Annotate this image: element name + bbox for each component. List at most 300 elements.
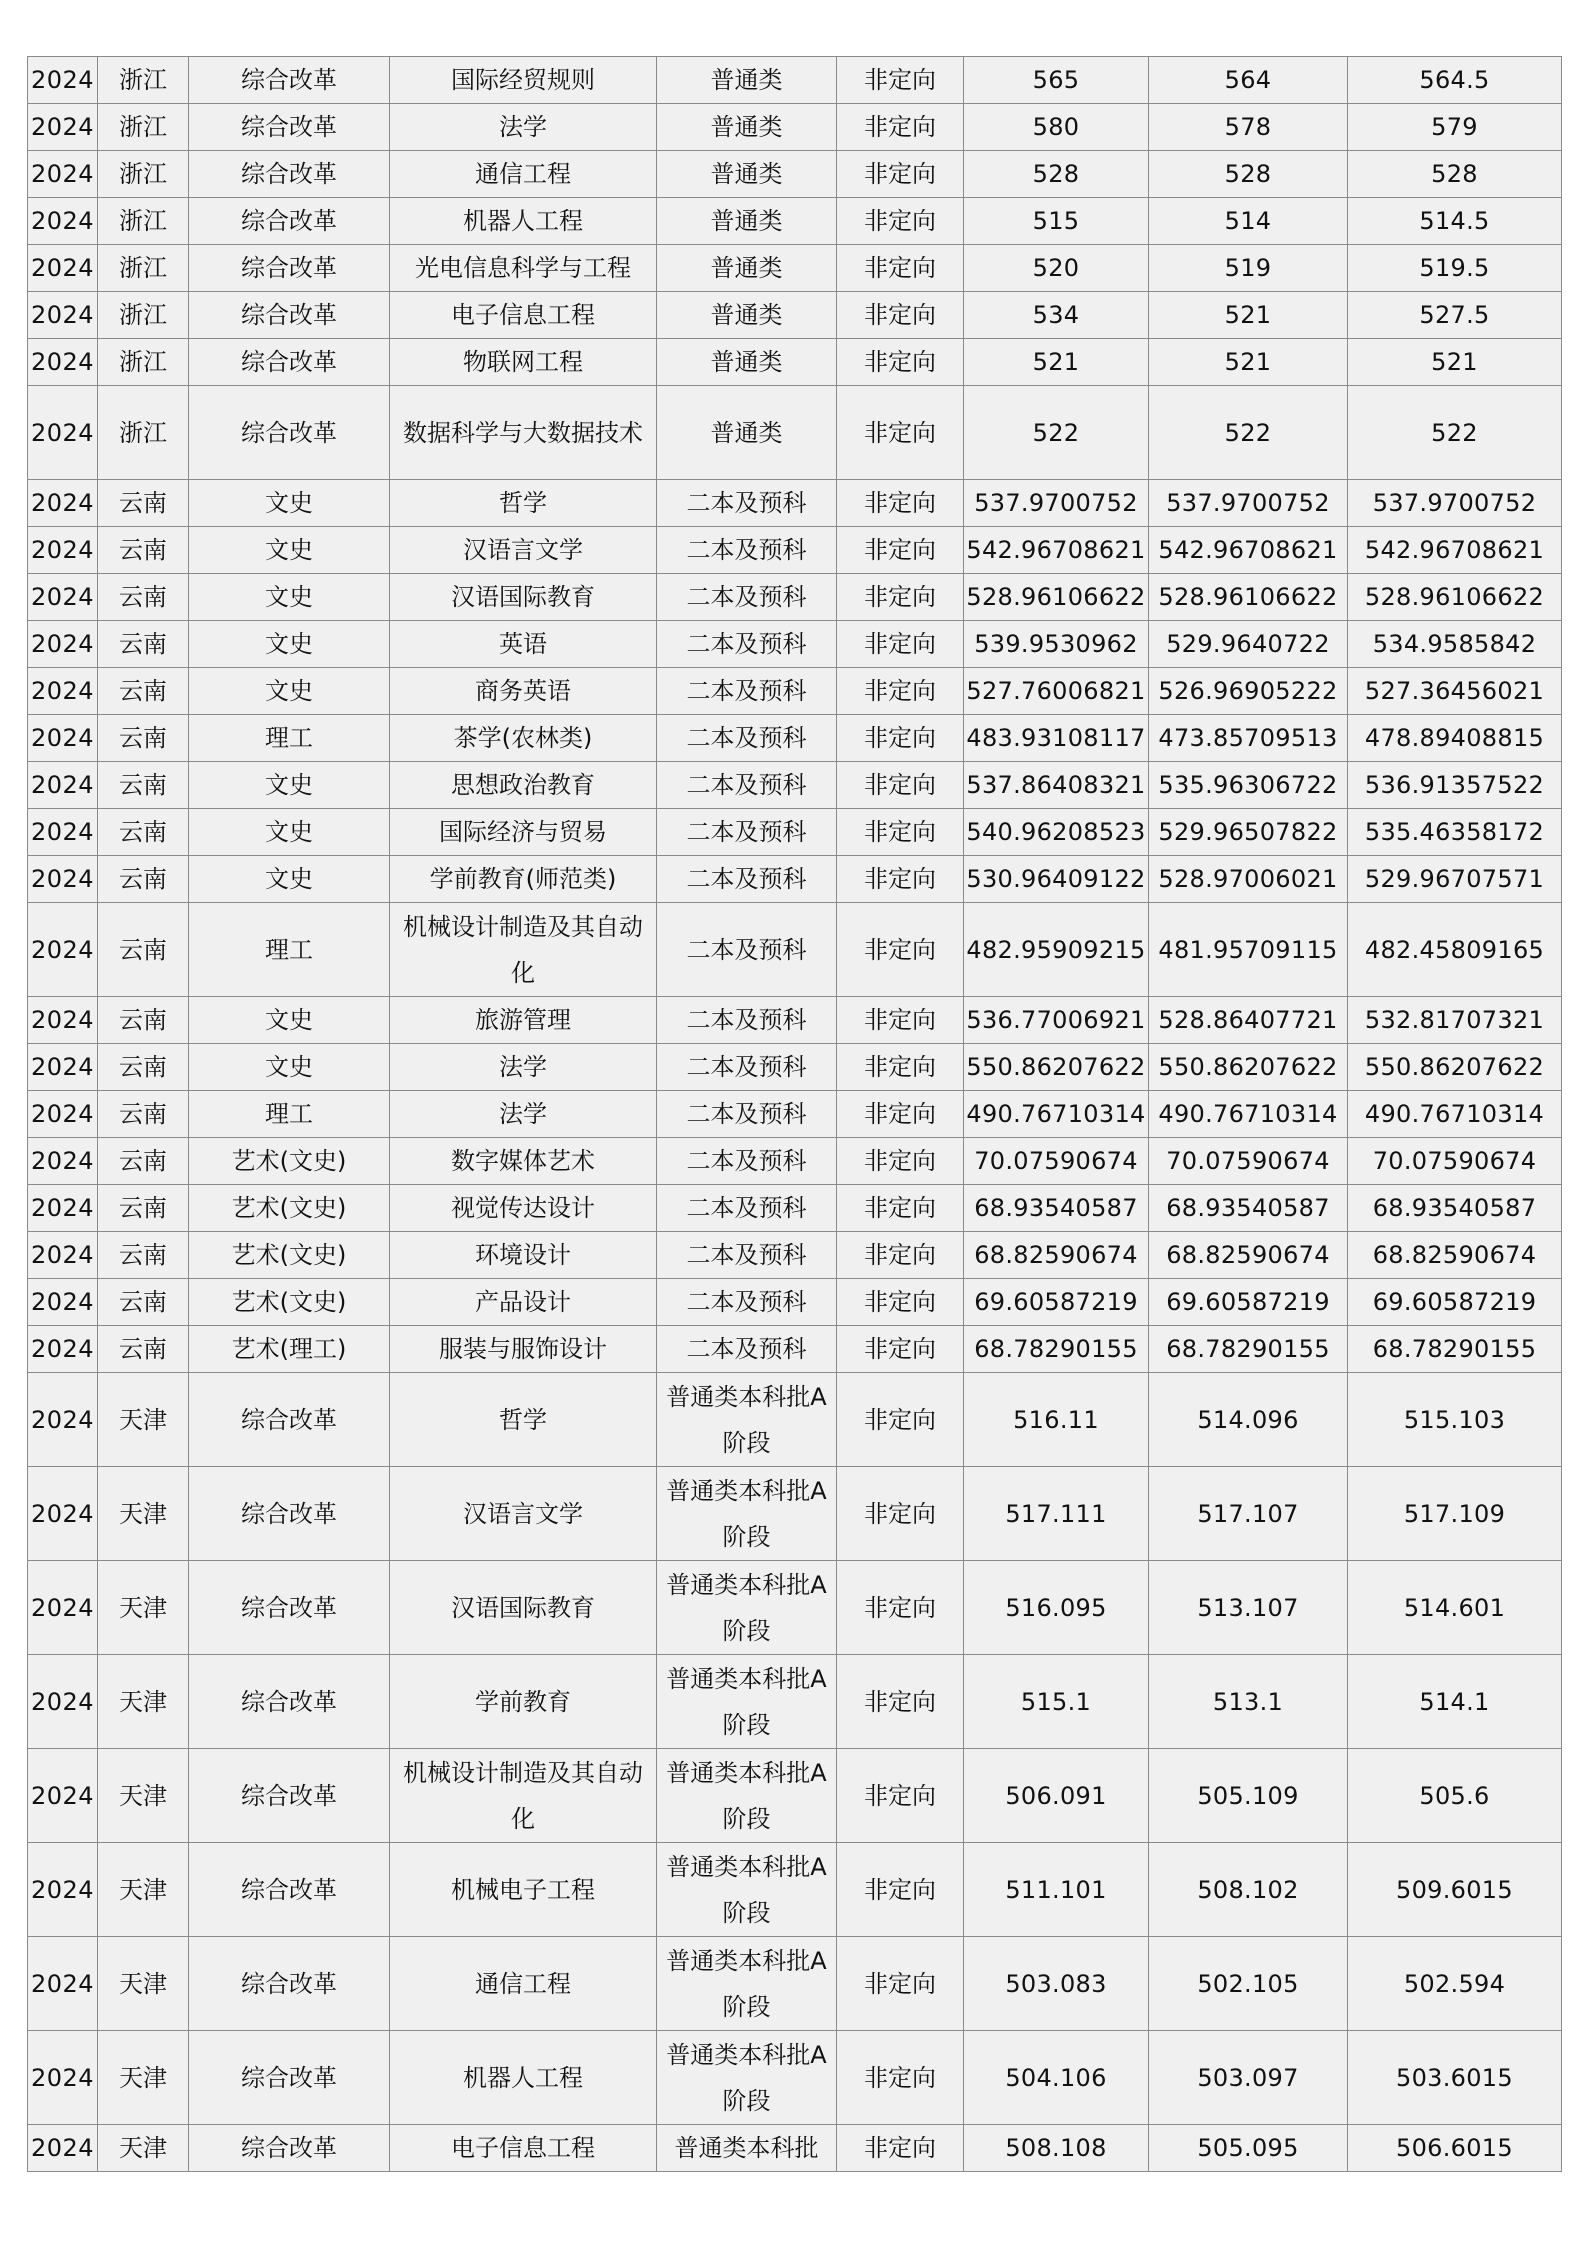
cell-type: 非定向 xyxy=(837,386,964,480)
cell-province: 天津 xyxy=(98,1373,189,1467)
cell-year: 2024 xyxy=(28,2031,98,2125)
cell-avg-score: 527.36456021 xyxy=(1348,668,1562,715)
table-row xyxy=(28,57,1562,104)
cell-min-score: 542.96708621 xyxy=(1149,527,1348,574)
cell-max-score: 516.11 xyxy=(964,1373,1149,1467)
table-row xyxy=(28,527,1562,574)
table-row xyxy=(28,151,1562,198)
cell-major: 光电信息科学与工程 xyxy=(390,245,657,292)
cell-avg-score: 502.594 xyxy=(1348,1937,1562,2031)
cell-avg-score: 478.89408815 xyxy=(1348,715,1562,762)
cell-category: 综合改革 xyxy=(189,1749,390,1843)
cell-batch: 普通类 xyxy=(657,198,837,245)
cell-category: 综合改革 xyxy=(189,386,390,480)
cell-category: 文史 xyxy=(189,480,390,527)
cell-min-score: 505.109 xyxy=(1149,1749,1348,1843)
cell-type: 非定向 xyxy=(837,1467,964,1561)
cell-avg-score: 532.81707321 xyxy=(1348,997,1562,1044)
cell-province: 浙江 xyxy=(98,104,189,151)
table-body xyxy=(28,57,1562,2172)
cell-major: 视觉传达设计 xyxy=(390,1185,657,1232)
cell-type: 非定向 xyxy=(837,1843,964,1937)
cell-year: 2024 xyxy=(28,1138,98,1185)
cell-max-score: 540.96208523 xyxy=(964,809,1149,856)
cell-category: 艺术(文史) xyxy=(189,1138,390,1185)
cell-min-score: 535.96306722 xyxy=(1149,762,1348,809)
cell-max-score: 537.9700752 xyxy=(964,480,1149,527)
cell-major: 国际经贸规则 xyxy=(390,57,657,104)
cell-max-score: 482.95909215 xyxy=(964,903,1149,997)
cell-avg-score: 506.6015 xyxy=(1348,2125,1562,2172)
cell-max-score: 69.60587219 xyxy=(964,1279,1149,1326)
cell-batch: 二本及预科 xyxy=(657,1326,837,1373)
cell-min-score: 473.85709513 xyxy=(1149,715,1348,762)
cell-max-score: 520 xyxy=(964,245,1149,292)
cell-batch: 二本及预科 xyxy=(657,856,837,903)
table-row xyxy=(28,715,1562,762)
cell-max-score: 490.76710314 xyxy=(964,1091,1149,1138)
cell-major: 哲学 xyxy=(390,480,657,527)
cell-major: 法学 xyxy=(390,1091,657,1138)
cell-major: 商务英语 xyxy=(390,668,657,715)
table-row xyxy=(28,574,1562,621)
cell-batch: 二本及预科 xyxy=(657,480,837,527)
cell-avg-score: 514.1 xyxy=(1348,1655,1562,1749)
cell-batch: 二本及预科 xyxy=(657,527,837,574)
cell-avg-score: 503.6015 xyxy=(1348,2031,1562,2125)
cell-avg-score: 528.96106622 xyxy=(1348,574,1562,621)
table-row xyxy=(28,1937,1562,2031)
cell-avg-score: 529.96707571 xyxy=(1348,856,1562,903)
cell-type: 非定向 xyxy=(837,903,964,997)
cell-avg-score: 579 xyxy=(1348,104,1562,151)
cell-major: 学前教育 xyxy=(390,1655,657,1749)
cell-min-score: 521 xyxy=(1149,292,1348,339)
cell-province: 浙江 xyxy=(98,245,189,292)
cell-year: 2024 xyxy=(28,1937,98,2031)
table-row xyxy=(28,668,1562,715)
cell-category: 艺术(理工) xyxy=(189,1326,390,1373)
cell-category: 综合改革 xyxy=(189,2125,390,2172)
cell-type: 非定向 xyxy=(837,997,964,1044)
cell-category: 文史 xyxy=(189,574,390,621)
cell-year: 2024 xyxy=(28,245,98,292)
cell-type: 非定向 xyxy=(837,480,964,527)
cell-avg-score: 509.6015 xyxy=(1348,1843,1562,1937)
cell-major: 服装与服饰设计 xyxy=(390,1326,657,1373)
cell-min-score: 529.96507822 xyxy=(1149,809,1348,856)
cell-min-score: 508.102 xyxy=(1149,1843,1348,1937)
cell-max-score: 530.96409122 xyxy=(964,856,1149,903)
cell-min-score: 68.78290155 xyxy=(1149,1326,1348,1373)
cell-type: 非定向 xyxy=(837,292,964,339)
cell-avg-score: 535.46358172 xyxy=(1348,809,1562,856)
cell-min-score: 502.105 xyxy=(1149,1937,1348,2031)
cell-min-score: 521 xyxy=(1149,339,1348,386)
cell-major: 通信工程 xyxy=(390,1937,657,2031)
cell-province: 云南 xyxy=(98,1232,189,1279)
cell-type: 非定向 xyxy=(837,1232,964,1279)
cell-category: 艺术(文史) xyxy=(189,1279,390,1326)
cell-province: 天津 xyxy=(98,2125,189,2172)
cell-province: 浙江 xyxy=(98,57,189,104)
cell-batch: 二本及预科 xyxy=(657,1044,837,1091)
table-row xyxy=(28,809,1562,856)
document-page xyxy=(27,56,1562,2172)
cell-category: 文史 xyxy=(189,997,390,1044)
cell-major: 物联网工程 xyxy=(390,339,657,386)
cell-max-score: 68.82590674 xyxy=(964,1232,1149,1279)
cell-type: 非定向 xyxy=(837,1091,964,1138)
cell-major: 茶学(农林类) xyxy=(390,715,657,762)
cell-max-score: 565 xyxy=(964,57,1149,104)
cell-major: 哲学 xyxy=(390,1373,657,1467)
cell-category: 综合改革 xyxy=(189,151,390,198)
cell-type: 非定向 xyxy=(837,245,964,292)
cell-batch: 普通类 xyxy=(657,292,837,339)
cell-min-score: 70.07590674 xyxy=(1149,1138,1348,1185)
cell-avg-score: 68.93540587 xyxy=(1348,1185,1562,1232)
cell-province: 云南 xyxy=(98,809,189,856)
cell-category: 艺术(文史) xyxy=(189,1185,390,1232)
cell-major: 机械电子工程 xyxy=(390,1843,657,1937)
cell-batch: 二本及预科 xyxy=(657,1185,837,1232)
cell-min-score: 490.76710314 xyxy=(1149,1091,1348,1138)
cell-type: 非定向 xyxy=(837,339,964,386)
cell-max-score: 515.1 xyxy=(964,1655,1149,1749)
cell-max-score: 68.93540587 xyxy=(964,1185,1149,1232)
cell-year: 2024 xyxy=(28,1091,98,1138)
cell-category: 综合改革 xyxy=(189,57,390,104)
table-row xyxy=(28,1843,1562,1937)
cell-max-score: 550.86207622 xyxy=(964,1044,1149,1091)
cell-type: 非定向 xyxy=(837,621,964,668)
cell-batch: 二本及预科 xyxy=(657,1138,837,1185)
cell-type: 非定向 xyxy=(837,1749,964,1843)
cell-category: 文史 xyxy=(189,1044,390,1091)
cell-avg-score: 550.86207622 xyxy=(1348,1044,1562,1091)
cell-min-score: 522 xyxy=(1149,386,1348,480)
cell-type: 非定向 xyxy=(837,151,964,198)
cell-province: 云南 xyxy=(98,668,189,715)
cell-batch: 普通类 xyxy=(657,57,837,104)
cell-max-score: 70.07590674 xyxy=(964,1138,1149,1185)
cell-year: 2024 xyxy=(28,1373,98,1467)
table-row xyxy=(28,2031,1562,2125)
cell-min-score: 528 xyxy=(1149,151,1348,198)
cell-category: 综合改革 xyxy=(189,1843,390,1937)
cell-category: 理工 xyxy=(189,903,390,997)
cell-max-score: 68.78290155 xyxy=(964,1326,1149,1373)
cell-avg-score: 534.9585842 xyxy=(1348,621,1562,668)
cell-avg-score: 537.9700752 xyxy=(1348,480,1562,527)
table-row xyxy=(28,480,1562,527)
cell-avg-score: 515.103 xyxy=(1348,1373,1562,1467)
table-row xyxy=(28,2125,1562,2172)
cell-batch: 普通类本科批 xyxy=(657,2125,837,2172)
table-row xyxy=(28,1185,1562,1232)
cell-type: 非定向 xyxy=(837,574,964,621)
cell-type: 非定向 xyxy=(837,856,964,903)
cell-major: 机械设计制造及其自动化 xyxy=(390,1749,657,1843)
table-row xyxy=(28,1655,1562,1749)
cell-avg-score: 68.78290155 xyxy=(1348,1326,1562,1373)
cell-major: 旅游管理 xyxy=(390,997,657,1044)
table-row xyxy=(28,997,1562,1044)
table-row xyxy=(28,386,1562,480)
cell-avg-score: 564.5 xyxy=(1348,57,1562,104)
cell-province: 云南 xyxy=(98,903,189,997)
cell-major: 机器人工程 xyxy=(390,198,657,245)
cell-batch: 二本及预科 xyxy=(657,903,837,997)
cell-max-score: 483.93108117 xyxy=(964,715,1149,762)
cell-avg-score: 522 xyxy=(1348,386,1562,480)
table-row xyxy=(28,762,1562,809)
cell-category: 文史 xyxy=(189,809,390,856)
table-row xyxy=(28,1279,1562,1326)
cell-year: 2024 xyxy=(28,339,98,386)
cell-min-score: 505.095 xyxy=(1149,2125,1348,2172)
cell-major: 产品设计 xyxy=(390,1279,657,1326)
table-row xyxy=(28,1749,1562,1843)
cell-major: 汉语言文学 xyxy=(390,1467,657,1561)
cell-major: 机器人工程 xyxy=(390,2031,657,2125)
cell-year: 2024 xyxy=(28,527,98,574)
cell-major: 英语 xyxy=(390,621,657,668)
cell-province: 浙江 xyxy=(98,151,189,198)
table-row xyxy=(28,1326,1562,1373)
cell-batch: 二本及预科 xyxy=(657,1091,837,1138)
cell-type: 非定向 xyxy=(837,104,964,151)
cell-year: 2024 xyxy=(28,1279,98,1326)
cell-category: 综合改革 xyxy=(189,1561,390,1655)
cell-category: 文史 xyxy=(189,762,390,809)
cell-type: 非定向 xyxy=(837,668,964,715)
admission-scores-table xyxy=(27,56,1562,2172)
cell-year: 2024 xyxy=(28,1044,98,1091)
cell-major: 汉语国际教育 xyxy=(390,574,657,621)
cell-type: 非定向 xyxy=(837,1279,964,1326)
cell-min-score: 550.86207622 xyxy=(1149,1044,1348,1091)
cell-type: 非定向 xyxy=(837,1138,964,1185)
cell-batch: 二本及预科 xyxy=(657,762,837,809)
cell-min-score: 528.97006021 xyxy=(1149,856,1348,903)
table-row xyxy=(28,104,1562,151)
cell-type: 非定向 xyxy=(837,198,964,245)
cell-type: 非定向 xyxy=(837,57,964,104)
cell-year: 2024 xyxy=(28,1326,98,1373)
cell-type: 非定向 xyxy=(837,1561,964,1655)
cell-province: 天津 xyxy=(98,2031,189,2125)
cell-year: 2024 xyxy=(28,1655,98,1749)
cell-max-score: 504.106 xyxy=(964,2031,1149,2125)
cell-batch: 二本及预科 xyxy=(657,1279,837,1326)
cell-category: 综合改革 xyxy=(189,2031,390,2125)
cell-category: 文史 xyxy=(189,668,390,715)
cell-category: 综合改革 xyxy=(189,1373,390,1467)
cell-avg-score: 519.5 xyxy=(1348,245,1562,292)
cell-batch: 二本及预科 xyxy=(657,1232,837,1279)
cell-batch: 普通类 xyxy=(657,386,837,480)
cell-year: 2024 xyxy=(28,621,98,668)
cell-type: 非定向 xyxy=(837,527,964,574)
cell-type: 非定向 xyxy=(837,809,964,856)
cell-year: 2024 xyxy=(28,1232,98,1279)
cell-batch: 普通类本科批A阶段 xyxy=(657,1373,837,1467)
cell-province: 云南 xyxy=(98,1138,189,1185)
cell-batch: 普通类 xyxy=(657,339,837,386)
cell-year: 2024 xyxy=(28,1843,98,1937)
cell-year: 2024 xyxy=(28,762,98,809)
cell-year: 2024 xyxy=(28,997,98,1044)
cell-year: 2024 xyxy=(28,809,98,856)
cell-max-score: 521 xyxy=(964,339,1149,386)
cell-year: 2024 xyxy=(28,856,98,903)
cell-province: 天津 xyxy=(98,1843,189,1937)
cell-min-score: 564 xyxy=(1149,57,1348,104)
table-row xyxy=(28,198,1562,245)
cell-min-score: 481.95709115 xyxy=(1149,903,1348,997)
cell-max-score: 527.76006821 xyxy=(964,668,1149,715)
cell-year: 2024 xyxy=(28,715,98,762)
cell-major: 电子信息工程 xyxy=(390,292,657,339)
cell-province: 云南 xyxy=(98,1091,189,1138)
cell-year: 2024 xyxy=(28,1749,98,1843)
cell-year: 2024 xyxy=(28,2125,98,2172)
cell-batch: 二本及预科 xyxy=(657,997,837,1044)
cell-batch: 二本及预科 xyxy=(657,621,837,668)
cell-avg-score: 482.45809165 xyxy=(1348,903,1562,997)
cell-min-score: 503.097 xyxy=(1149,2031,1348,2125)
cell-min-score: 514.096 xyxy=(1149,1373,1348,1467)
cell-category: 综合改革 xyxy=(189,104,390,151)
cell-category: 综合改革 xyxy=(189,339,390,386)
table-row xyxy=(28,1091,1562,1138)
cell-min-score: 528.96106622 xyxy=(1149,574,1348,621)
cell-province: 浙江 xyxy=(98,386,189,480)
cell-province: 浙江 xyxy=(98,198,189,245)
cell-province: 浙江 xyxy=(98,339,189,386)
cell-batch: 二本及预科 xyxy=(657,574,837,621)
cell-min-score: 513.1 xyxy=(1149,1655,1348,1749)
cell-category: 文史 xyxy=(189,856,390,903)
cell-province: 云南 xyxy=(98,527,189,574)
cell-min-score: 537.9700752 xyxy=(1149,480,1348,527)
cell-year: 2024 xyxy=(28,386,98,480)
table-row xyxy=(28,245,1562,292)
cell-batch: 普通类 xyxy=(657,104,837,151)
cell-max-score: 542.96708621 xyxy=(964,527,1149,574)
cell-year: 2024 xyxy=(28,574,98,621)
table-row xyxy=(28,1044,1562,1091)
cell-batch: 普通类 xyxy=(657,245,837,292)
cell-max-score: 506.091 xyxy=(964,1749,1149,1843)
cell-category: 理工 xyxy=(189,1091,390,1138)
cell-type: 非定向 xyxy=(837,1044,964,1091)
cell-province: 云南 xyxy=(98,1279,189,1326)
cell-province: 云南 xyxy=(98,762,189,809)
cell-major: 数据科学与大数据技术 xyxy=(390,386,657,480)
cell-major: 汉语言文学 xyxy=(390,527,657,574)
cell-max-score: 516.095 xyxy=(964,1561,1149,1655)
cell-province: 云南 xyxy=(98,997,189,1044)
cell-year: 2024 xyxy=(28,151,98,198)
cell-type: 非定向 xyxy=(837,1373,964,1467)
cell-type: 非定向 xyxy=(837,1937,964,2031)
cell-province: 云南 xyxy=(98,856,189,903)
table-row xyxy=(28,1232,1562,1279)
cell-batch: 普通类本科批A阶段 xyxy=(657,1937,837,2031)
cell-min-score: 519 xyxy=(1149,245,1348,292)
cell-avg-score: 514.601 xyxy=(1348,1561,1562,1655)
cell-province: 云南 xyxy=(98,480,189,527)
table-row xyxy=(28,621,1562,668)
cell-min-score: 526.96905222 xyxy=(1149,668,1348,715)
table-row xyxy=(28,292,1562,339)
cell-max-score: 528.96106622 xyxy=(964,574,1149,621)
cell-avg-score: 514.5 xyxy=(1348,198,1562,245)
cell-max-score: 517.111 xyxy=(964,1467,1149,1561)
cell-province: 云南 xyxy=(98,1185,189,1232)
cell-category: 理工 xyxy=(189,715,390,762)
cell-batch: 普通类本科批A阶段 xyxy=(657,1749,837,1843)
cell-avg-score: 69.60587219 xyxy=(1348,1279,1562,1326)
cell-major: 思想政治教育 xyxy=(390,762,657,809)
cell-province: 云南 xyxy=(98,574,189,621)
cell-category: 综合改革 xyxy=(189,292,390,339)
cell-batch: 普通类本科批A阶段 xyxy=(657,2031,837,2125)
cell-category: 文史 xyxy=(189,527,390,574)
cell-category: 综合改革 xyxy=(189,198,390,245)
cell-year: 2024 xyxy=(28,198,98,245)
cell-major: 学前教育(师范类) xyxy=(390,856,657,903)
cell-min-score: 578 xyxy=(1149,104,1348,151)
cell-max-score: 508.108 xyxy=(964,2125,1149,2172)
cell-category: 文史 xyxy=(189,621,390,668)
cell-max-score: 515 xyxy=(964,198,1149,245)
cell-avg-score: 517.109 xyxy=(1348,1467,1562,1561)
cell-category: 综合改革 xyxy=(189,1655,390,1749)
cell-year: 2024 xyxy=(28,1185,98,1232)
cell-major: 电子信息工程 xyxy=(390,2125,657,2172)
cell-year: 2024 xyxy=(28,104,98,151)
cell-major: 机械设计制造及其自动化 xyxy=(390,903,657,997)
cell-type: 非定向 xyxy=(837,2125,964,2172)
cell-max-score: 503.083 xyxy=(964,1937,1149,2031)
cell-max-score: 536.77006921 xyxy=(964,997,1149,1044)
table-row xyxy=(28,856,1562,903)
cell-major: 国际经济与贸易 xyxy=(390,809,657,856)
cell-province: 天津 xyxy=(98,1749,189,1843)
cell-min-score: 528.86407721 xyxy=(1149,997,1348,1044)
cell-max-score: 511.101 xyxy=(964,1843,1149,1937)
cell-avg-score: 536.91357522 xyxy=(1348,762,1562,809)
cell-avg-score: 505.6 xyxy=(1348,1749,1562,1843)
cell-province: 天津 xyxy=(98,1937,189,2031)
cell-batch: 普通类本科批A阶段 xyxy=(657,1561,837,1655)
cell-batch: 普通类本科批A阶段 xyxy=(657,1843,837,1937)
cell-avg-score: 70.07590674 xyxy=(1348,1138,1562,1185)
cell-province: 天津 xyxy=(98,1655,189,1749)
cell-year: 2024 xyxy=(28,1467,98,1561)
cell-batch: 普通类本科批A阶段 xyxy=(657,1467,837,1561)
cell-major: 通信工程 xyxy=(390,151,657,198)
cell-batch: 二本及预科 xyxy=(657,668,837,715)
cell-avg-score: 490.76710314 xyxy=(1348,1091,1562,1138)
cell-min-score: 517.107 xyxy=(1149,1467,1348,1561)
cell-major: 数字媒体艺术 xyxy=(390,1138,657,1185)
cell-min-score: 514 xyxy=(1149,198,1348,245)
